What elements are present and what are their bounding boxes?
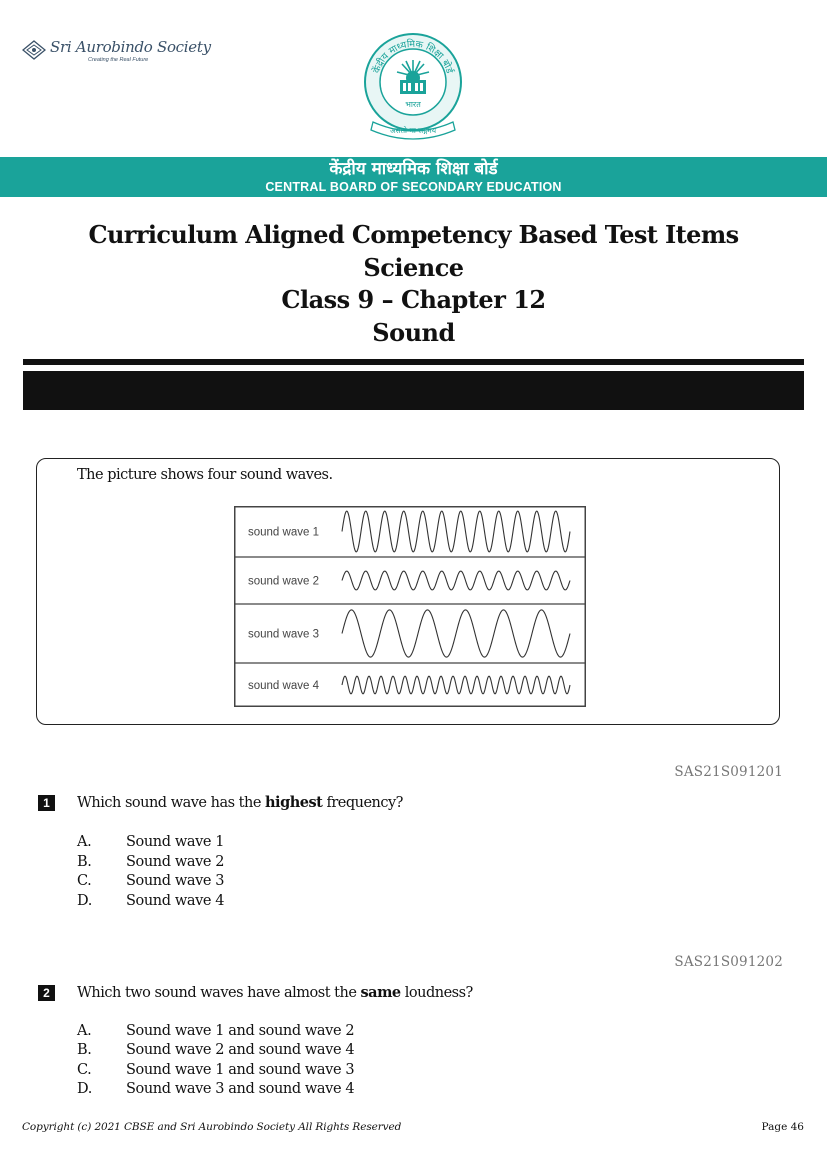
question-text-part: Which sound wave has the [77,795,266,811]
page-number: Page 46 [761,1121,804,1133]
option-text: Sound wave 2 [126,854,225,870]
sri-aurobindo-society-logo [22,38,211,68]
question-emphasis: highest [265,794,323,811]
option-letter: C. [77,873,92,889]
option-text: Sound wave 1 [126,834,225,850]
sas-emblem-icon [22,40,46,60]
question-text-part: loudness? [400,985,473,1001]
option-text: Sound wave 3 and sound wave 4 [126,1081,355,1097]
question-text-part: Which two sound waves have almost the [77,985,361,1001]
item-code: SAS21S091201 [674,764,783,780]
question-text [77,984,473,1001]
option-letter: D. [77,1081,92,1097]
option-text: Sound wave 2 and sound wave 4 [126,1042,355,1058]
wave-label: sound wave 3 [248,628,319,641]
question-number: 2 [38,985,55,1001]
question-text-part: frequency? [322,795,403,811]
option-letter: A. [77,834,92,850]
board-name-english: CENTRAL BOARD OF SECONDARY EDUCATION [265,180,562,194]
board-name-banner [0,157,827,197]
emblem-text-bottom: भारत [405,100,421,109]
stimulus-text: The picture shows four sound waves. [77,467,333,483]
question-text [77,794,403,811]
option-letter: A. [77,1023,92,1039]
option-text: Sound wave 3 [126,873,225,889]
option-text: Sound wave 1 and sound wave 2 [126,1023,355,1039]
wave-label: sound wave 1 [248,526,319,539]
cbse-emblem-icon [362,30,464,144]
emblem-motto: असतो मा सद्गमय [389,126,437,135]
option-text: Sound wave 4 [126,893,225,909]
topic-title: Sound [372,318,455,347]
sound-waves-figure [234,506,586,707]
chapter-title: Class 9 – Chapter 12 [281,285,546,314]
board-name-hindi: केंद्रीय माध्यमिक शिक्षा बोर्ड [329,159,498,179]
publisher-tagline: Creating the Real Future [88,57,149,63]
option-text: Sound wave 1 and sound wave 3 [126,1062,355,1078]
item-code: SAS21S091202 [674,954,783,970]
question-number: 1 [38,795,55,811]
footer-copyright: Copyright (c) 2021 CBSE and Sri Aurobindo Society All Rights Reserved [22,1121,402,1133]
divider-thin [23,359,804,365]
option-letter: C. [77,1062,92,1078]
option-letter: B. [77,854,92,870]
subject-title: Science [363,253,464,282]
publisher-name: Sri Aurobindo Society [50,38,211,56]
wave-label: sound wave 2 [248,575,319,588]
page-title: Curriculum Aligned Competency Based Test Items [88,220,739,249]
divider-thick [23,371,804,410]
option-letter: B. [77,1042,92,1058]
question-emphasis: same [360,984,401,1001]
option-letter: D. [77,893,92,909]
emblem-text-top: केंद्रीय माध्यमिक शिक्षा बोर्ड [371,38,455,75]
wave-label: sound wave 4 [248,680,319,692]
